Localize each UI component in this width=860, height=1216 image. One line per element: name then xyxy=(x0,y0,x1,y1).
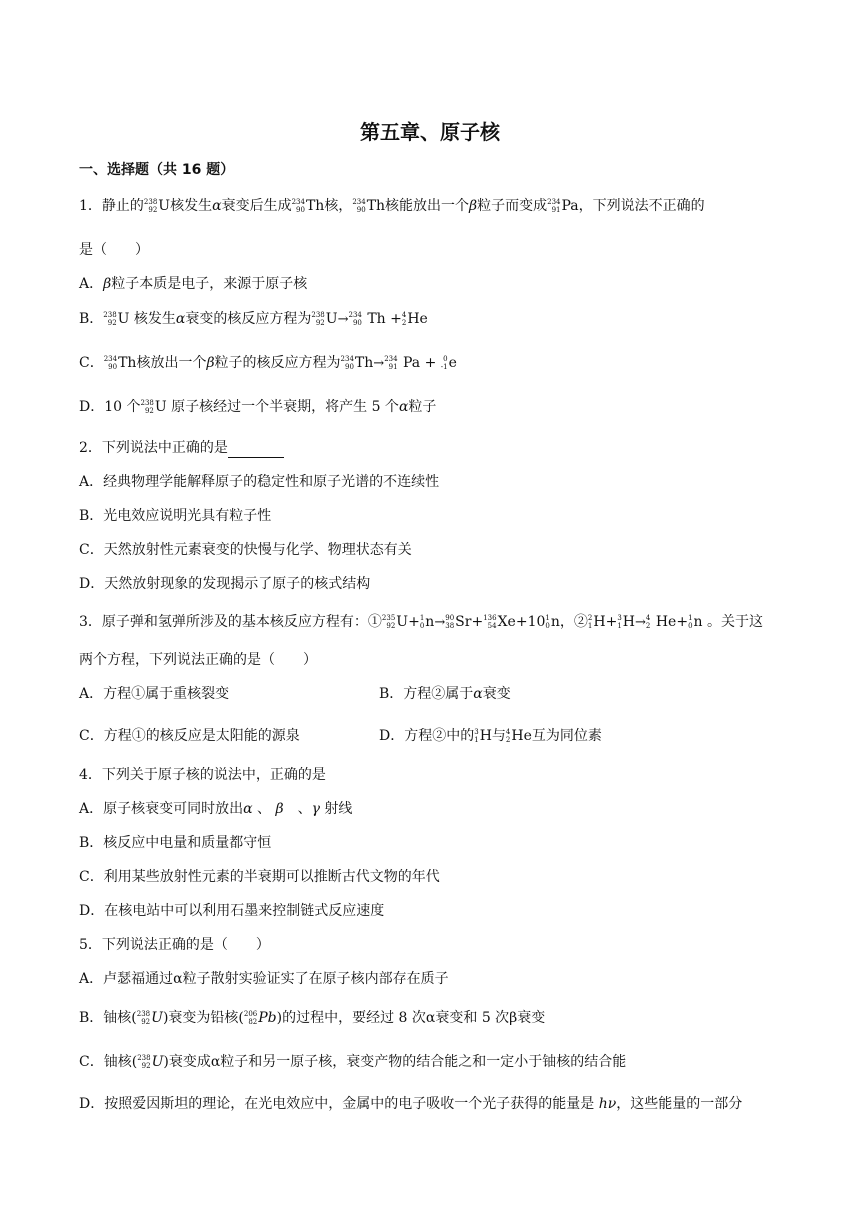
plus-sign: + xyxy=(471,614,484,630)
q1-text: 1．静止的 xyxy=(79,198,144,214)
q4-option-d[interactable]: D．在核电站中可以利用石墨来控制链式反应速度 xyxy=(79,903,385,919)
q3-option-d[interactable] xyxy=(379,726,602,746)
q1-text: 核能放出一个 xyxy=(385,198,470,214)
isotope-he4: 4 2 xyxy=(505,728,511,744)
isotope-th234: 234 90 xyxy=(103,355,118,371)
element-symbol: U xyxy=(158,198,171,214)
element-symbol: U xyxy=(151,1054,164,1070)
q1-option-a[interactable] xyxy=(79,274,307,294)
option-text: B．铀核( xyxy=(79,1010,137,1026)
element-symbol: Th xyxy=(354,355,374,371)
q2-option-b[interactable]: B．光电效应说明光具有粒子性 xyxy=(79,508,272,524)
option-text: 射线 xyxy=(324,801,353,817)
q1-text: 核， xyxy=(324,198,353,214)
isotope-sr90: 90 38 xyxy=(445,614,455,630)
isotope-u238: 238 92 xyxy=(140,399,154,415)
alpha-symbol: α xyxy=(398,399,409,415)
option-text: )衰变为铅核( xyxy=(162,1010,244,1026)
reaction-arrow: → xyxy=(434,615,446,630)
beta-symbol: β xyxy=(469,198,478,214)
option-text: U 原子核经过一个半衰期，将产生 5 个 xyxy=(154,399,399,415)
option-text: A．原子核衰变可同时放出 xyxy=(79,801,244,817)
q4-option-c[interactable]: C．利用某些放射性元素的半衰期可以推断古代文物的年代 xyxy=(79,869,440,885)
q2-option-a[interactable]: A．经典物理学能解释原子的稳定性和原子光谱的不连续性 xyxy=(79,474,440,490)
reaction-arrow: → xyxy=(373,356,385,371)
q3-stem-line2: 两个方程，下列说法正确的是（ ） xyxy=(79,652,317,668)
q3-text: ，② xyxy=(559,614,588,630)
option-letter: B． xyxy=(79,311,104,327)
option-text: D．10 个 xyxy=(79,399,141,415)
alpha-symbol: α xyxy=(175,311,186,327)
q4-stem: 4．下列关于原子核的说法中，正确的是 xyxy=(79,767,326,783)
q4-option-a[interactable] xyxy=(79,799,352,819)
element-symbol: Th xyxy=(367,311,386,327)
q1-option-c[interactable] xyxy=(79,353,457,374)
isotope-pb206: 206 82 xyxy=(243,1010,258,1026)
q2-text: 2．下列说法中正确的是 xyxy=(79,440,228,456)
section-heading: 一、选择题（共 16 题） xyxy=(79,162,235,178)
plus-sign: + xyxy=(515,614,528,630)
option-text: Th核放出一个 xyxy=(118,355,207,371)
option-text: )的过程中，要经过 8 次α衰变和 5 次β衰变 xyxy=(276,1010,546,1026)
element-symbol: U xyxy=(396,614,409,630)
q2-option-d[interactable]: D．天然放射现象的发现揭示了原子的核式结构 xyxy=(79,576,371,592)
isotope-he4: 4 2 xyxy=(645,614,651,630)
photon-energy: hν xyxy=(598,1096,617,1112)
q3-option-c[interactable]: C．方程①的核反应是太阳能的源泉 xyxy=(79,728,300,744)
element-symbol: H xyxy=(593,614,606,630)
gamma-symbol: γ xyxy=(311,801,320,817)
isotope-pa234: 234 91 xyxy=(547,198,561,214)
separator: 、 xyxy=(283,801,312,817)
isotope-h3: 3 1 xyxy=(617,614,622,630)
isotope-h2: 2 1 xyxy=(587,614,593,630)
isotope-u235: 235 92 xyxy=(381,614,396,630)
element-symbol: Pa xyxy=(561,198,579,214)
plus-sign: + xyxy=(408,614,420,630)
q1-text: 核发生 xyxy=(170,198,213,214)
isotope-th234: 234 90 xyxy=(352,198,366,214)
reaction-arrow: → xyxy=(635,615,646,630)
option-letter: C． xyxy=(79,355,104,371)
option-text: 衰变的核反应方程为 xyxy=(185,311,312,327)
option-text: 粒子的核反应方程为 xyxy=(214,355,341,371)
q3-text: 3．原子弹和氢弹所涉及的基本核反应方程有：① xyxy=(79,614,382,630)
q2-stem xyxy=(79,438,284,458)
isotope-electron: 0 -1 xyxy=(440,355,448,371)
option-text: D．按照爱因斯坦的理论，在光电效应中，金属中的电子吸收一个光子获得的能量是 xyxy=(79,1096,599,1112)
q3-stem-line1 xyxy=(79,612,763,633)
element-symbol: Xe xyxy=(497,614,516,630)
isotope-u238: 238 92 xyxy=(311,311,325,327)
q3-option-b[interactable] xyxy=(379,684,511,704)
element-symbol: Pb xyxy=(258,1010,277,1026)
q1-text: 衰变后生成 xyxy=(221,198,292,214)
option-text: )衰变成α粒子和另一原子核，衰变产物的结合能之和一定小于铀核的结合能 xyxy=(163,1054,627,1070)
element-symbol: H xyxy=(622,614,635,630)
beta-symbol: β xyxy=(275,801,284,817)
alpha-symbol: α xyxy=(212,198,222,214)
element-symbol: Sr xyxy=(455,614,472,630)
element-symbol: He xyxy=(511,728,532,744)
isotope-th234: 234 90 xyxy=(291,198,305,214)
q5-option-b[interactable] xyxy=(79,1008,545,1028)
beta-symbol: β xyxy=(103,276,112,292)
plus-sign: + xyxy=(676,614,689,630)
reaction-arrow: → xyxy=(337,312,349,327)
q1-stem-line1 xyxy=(79,196,705,216)
coefficient: 10 xyxy=(527,614,546,630)
option-text: 与 xyxy=(491,728,506,744)
separator: 、 xyxy=(252,801,272,817)
q1-option-d[interactable] xyxy=(79,397,436,417)
element-symbol: Th xyxy=(366,198,386,214)
option-letter: A． xyxy=(79,276,104,292)
option-text: B．方程②属于 xyxy=(379,686,474,702)
q1-stem-line2: 是（ ） xyxy=(79,242,149,258)
isotope-xe136: 136 54 xyxy=(483,614,497,630)
element-symbol: n xyxy=(425,614,435,630)
element-symbol: Th xyxy=(305,198,325,214)
plus-sign: + xyxy=(605,614,618,630)
option-text: D．方程②中的 xyxy=(379,728,475,744)
option-text: U 核发生 xyxy=(117,311,176,327)
chapter-title: 第五章、原子核 xyxy=(360,120,500,144)
isotope-h3: 3 1 xyxy=(474,728,479,744)
q5-option-d[interactable] xyxy=(79,1094,742,1114)
q3-option-a[interactable]: A．方程①属于重核裂变 xyxy=(79,686,230,702)
isotope-th234: 234 90 xyxy=(340,355,354,371)
q4-option-b[interactable]: B．核反应中电量和质量都守恒 xyxy=(79,835,272,851)
plus-sign: + xyxy=(424,355,437,371)
element-symbol: U xyxy=(325,311,338,327)
option-text: 互为同位素 xyxy=(531,728,602,744)
answer-blank[interactable] xyxy=(228,443,284,458)
q5-option-a[interactable]: A．卢瑟福通过α粒子散射实验证实了在原子核内部存在质子 xyxy=(79,971,449,987)
element-symbol: n xyxy=(550,614,560,630)
alpha-symbol: α xyxy=(473,686,483,702)
q3-text: 。关于这 xyxy=(707,614,764,630)
isotope-neutron: 1 0 xyxy=(688,614,693,630)
element-symbol: e xyxy=(448,355,457,371)
isotope-pa234: 234 91 xyxy=(384,355,398,371)
isotope-he4: 4 2 xyxy=(401,311,407,327)
isotope-neutron: 1 0 xyxy=(419,614,425,630)
q1-option-b[interactable] xyxy=(79,309,428,330)
element-symbol: He xyxy=(655,614,677,630)
isotope-neutron: 1 0 xyxy=(545,614,550,630)
option-text: 衰变 xyxy=(482,686,511,702)
alpha-symbol: α xyxy=(243,801,253,817)
q1-text: 粒子而变成 xyxy=(477,198,548,214)
option-text: C．铀核( xyxy=(79,1054,138,1070)
isotope-u238: 238 92 xyxy=(136,1010,151,1026)
element-symbol: H xyxy=(479,728,492,744)
q5-option-c[interactable] xyxy=(79,1052,626,1072)
option-text: ，这些能量的一部分 xyxy=(616,1096,743,1112)
element-symbol: He xyxy=(407,311,428,327)
option-text: 粒子 xyxy=(408,399,437,415)
isotope-u238: 238 92 xyxy=(137,1054,151,1070)
element-symbol: Pa xyxy=(403,355,421,371)
element-symbol: U xyxy=(151,1010,163,1026)
q2-option-c[interactable]: C．天然放射性元素衰变的快慢与化学、物理状态有关 xyxy=(79,542,412,558)
isotope-u238: 238 92 xyxy=(103,311,117,327)
q5-stem: 5．下列说法正确的是（ ） xyxy=(79,937,270,953)
isotope-u238: 238 92 xyxy=(143,198,158,214)
q1-text: ，下列说法不正确的 xyxy=(578,198,705,214)
option-text: 粒子本质是电子，来源于原子核 xyxy=(111,276,308,292)
element-symbol: n xyxy=(693,614,703,630)
plus-sign: + xyxy=(390,311,402,327)
isotope-th234: 234 90 xyxy=(348,311,362,327)
beta-symbol: β xyxy=(206,355,215,371)
